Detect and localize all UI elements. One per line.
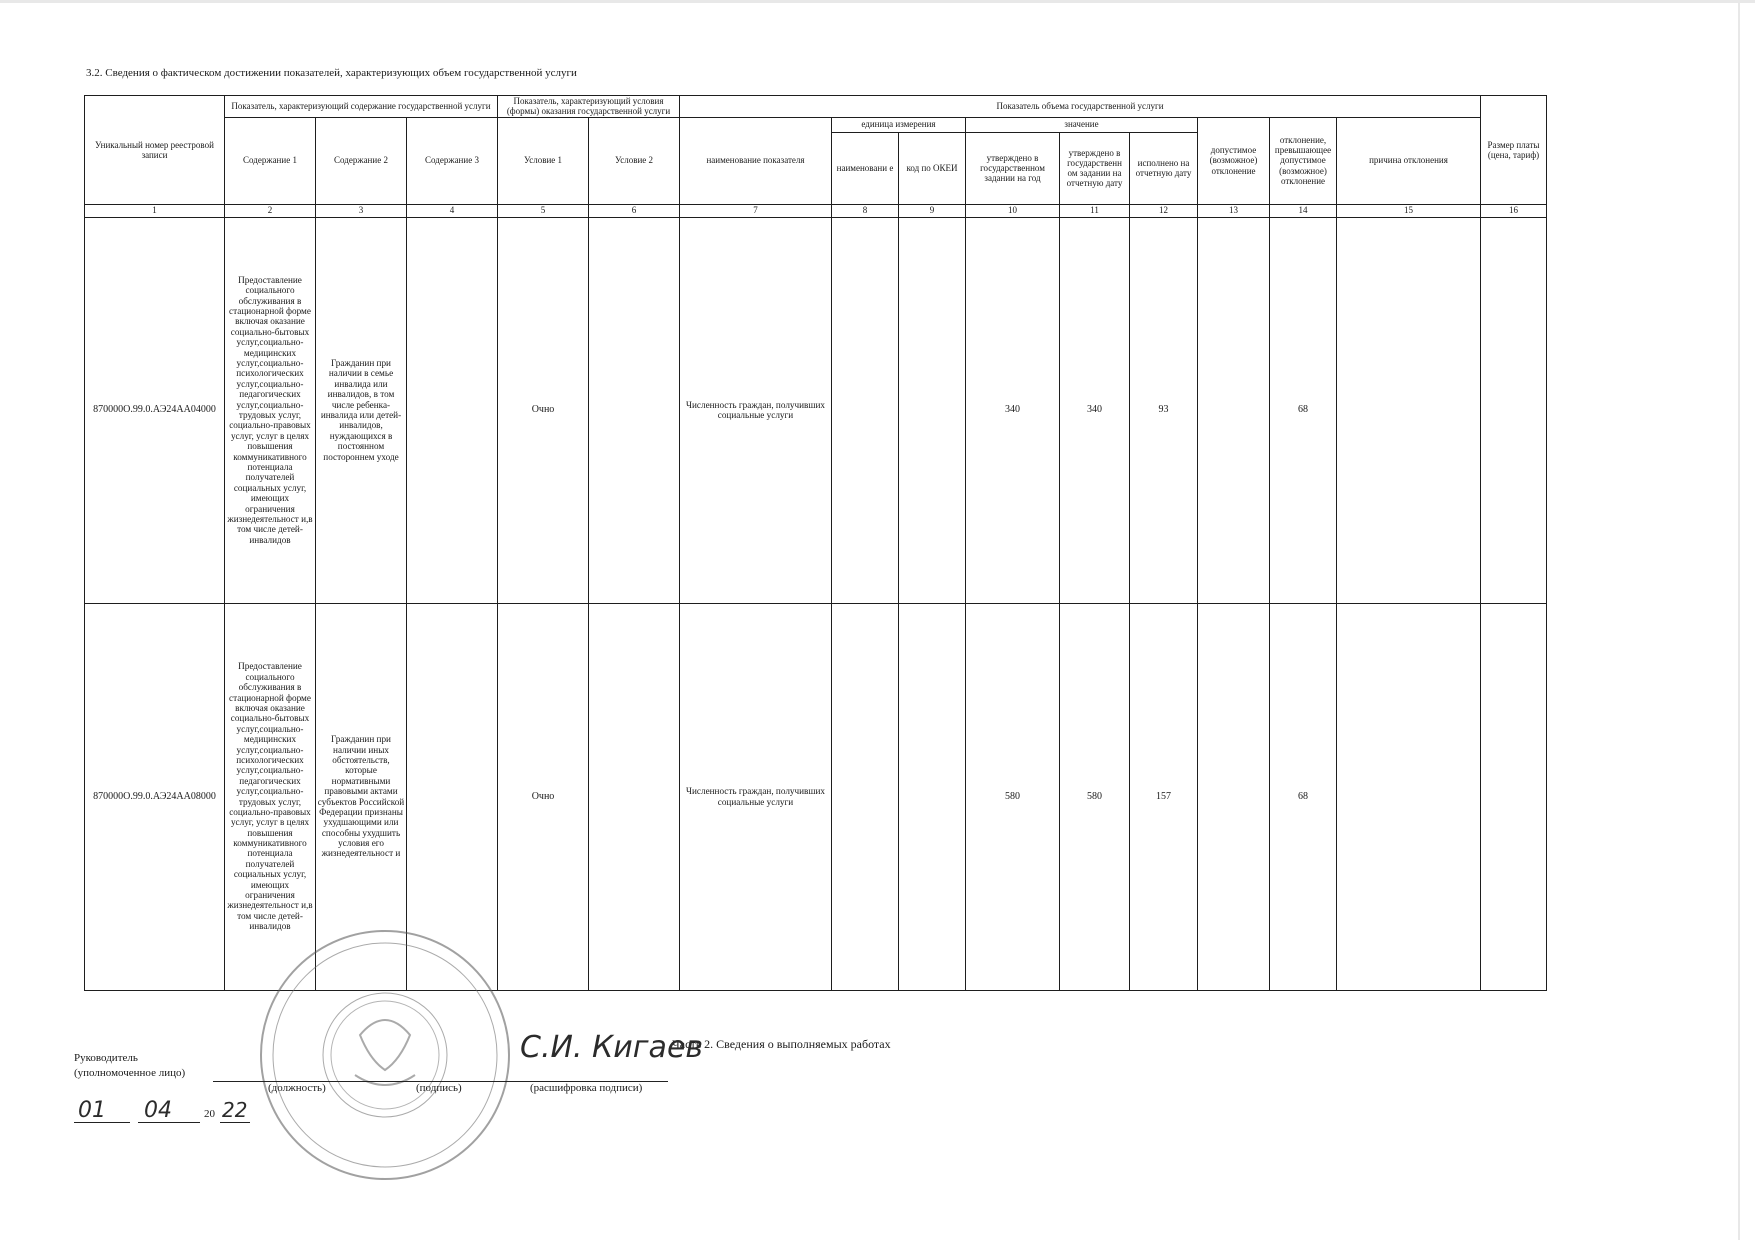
signature-label: (подпись) bbox=[416, 1082, 462, 1094]
header-content-3: Содержание 3 bbox=[407, 117, 498, 204]
content-1-cell: Предоставление социального обслуживания в стационарной форме включая оказание социально-бытовых услуг,социально-медицинских услуг,социально-психологических услуг,социально-педагогических услуг,социально-трудовых услуг, социально-правовых услуг, услуг в целях повышения коммуникативного потенциала получателей социальных услуг, имеющих ограничения жизнедеятельност и,в том числе детей-инвалидов bbox=[225, 217, 316, 603]
allowed-deviation-cell bbox=[1198, 603, 1270, 990]
header-reason: причина отклонения bbox=[1337, 117, 1481, 204]
signature-date bbox=[74, 1098, 264, 1124]
header-condition-2: Условие 2 bbox=[589, 117, 680, 204]
condition-1-cell: Очно bbox=[498, 603, 589, 990]
handwritten-signature-name: С.И. Кигаев bbox=[520, 1030, 704, 1065]
column-number-row bbox=[85, 204, 1547, 217]
approved-date-cell: 340 bbox=[1060, 217, 1130, 603]
header-volume-group: Показатель объема государственной услуги bbox=[680, 96, 1481, 118]
date-year-line bbox=[220, 1122, 250, 1123]
scan-artifact-top bbox=[0, 0, 1755, 3]
date-month-line bbox=[138, 1122, 200, 1123]
col-num: 3 bbox=[316, 204, 407, 217]
col-num: 9 bbox=[899, 204, 966, 217]
part-2-title: Часть 2. Сведения о выполняемых работах bbox=[672, 1037, 891, 1051]
col-num: 6 bbox=[589, 204, 680, 217]
okei-cell bbox=[899, 217, 966, 603]
reason-cell bbox=[1337, 217, 1481, 603]
header-conditions-group: Показатель, характеризующий условия (формы) оказания государственной услуги bbox=[498, 96, 680, 118]
okei-cell bbox=[899, 603, 966, 990]
authorized-person-label: (уполномоченное лицо) bbox=[74, 1067, 186, 1079]
date-month: 04 bbox=[144, 1098, 172, 1123]
volume-indicators-table bbox=[84, 95, 1547, 991]
header-unit-group: единица измерения bbox=[832, 117, 966, 132]
header-approved-date: утверждено в государственн ом задании на отчетную дату bbox=[1060, 132, 1130, 204]
col-num: 7 bbox=[680, 204, 832, 217]
header-unit-name: наименовани е bbox=[832, 132, 899, 204]
col-num: 1 bbox=[85, 204, 225, 217]
reason-cell bbox=[1337, 603, 1481, 990]
fee-cell bbox=[1481, 603, 1547, 990]
header-content-group: Показатель, характеризующий содержание государственной услуги bbox=[225, 96, 498, 118]
content-3-cell bbox=[407, 217, 498, 603]
condition-2-cell bbox=[589, 603, 680, 990]
header-value-group: значение bbox=[966, 117, 1198, 132]
position-label: (должность) bbox=[268, 1082, 326, 1094]
unit-name-cell bbox=[832, 217, 899, 603]
header-done-date: исполнено на отчетную дату bbox=[1130, 132, 1198, 204]
col-num: 11 bbox=[1060, 204, 1130, 217]
col-num: 10 bbox=[966, 204, 1060, 217]
head-label: Руководитель bbox=[74, 1052, 138, 1064]
col-num: 16 bbox=[1481, 204, 1547, 217]
date-day-line bbox=[74, 1122, 130, 1123]
table-row bbox=[85, 217, 1547, 603]
content-2-cell: Гражданин при наличии иных обстоятельств, которые нормативными правовыми актами субъектов Российской Федерации признаны ухудшающими или способны ухудшить условия его жизнедеятельност и bbox=[316, 603, 407, 990]
official-seal-stamp bbox=[255, 925, 515, 1185]
section-title: 3.2. Сведения о фактическом достижении показателей, характеризующих объем государственной услуги bbox=[86, 67, 577, 79]
header-indicator-name: наименование показателя bbox=[680, 117, 832, 204]
done-date-cell: 157 bbox=[1130, 603, 1198, 990]
header-content-2: Содержание 2 bbox=[316, 117, 407, 204]
header-condition-1: Условие 1 bbox=[498, 117, 589, 204]
content-1-cell: Предоставление социального обслуживания в стационарной форме включая оказание социально-бытовых услуг,социально-медицинских услуг,социально-психологических услуг,социально-педагогических услуг,социально-трудовых услуг, социально-правовых услуг, услуг в целях повышения коммуникативного потенциала получателей социальных услуг, имеющих ограничения жизнедеятельност и,в том числе детей-инвалидов bbox=[225, 603, 316, 990]
condition-1-cell: Очно bbox=[498, 217, 589, 603]
header-exceed-deviation: отклонение, превышающее допустимое (возможное) отклонение bbox=[1270, 117, 1337, 204]
fee-cell bbox=[1481, 217, 1547, 603]
col-num: 13 bbox=[1198, 204, 1270, 217]
approved-date-cell: 580 bbox=[1060, 603, 1130, 990]
header-content-1: Содержание 1 bbox=[225, 117, 316, 204]
header-fee: Размер платы (цена, тариф) bbox=[1481, 96, 1547, 205]
unit-name-cell bbox=[832, 603, 899, 990]
indicator-name-cell: Численность граждан, получивших социальные услуги bbox=[680, 217, 832, 603]
content-2-cell: Гражданин при наличии в семье инвалида или инвалидов, в том числе ребенка-инвалида или детей-инвалидов, нуждающихся в постоянном постороннем уходе bbox=[316, 217, 407, 603]
date-year-suffix: 22 bbox=[222, 1098, 248, 1122]
header-approved-year: утверждено в государственном задании на год bbox=[966, 132, 1060, 204]
col-num: 15 bbox=[1337, 204, 1481, 217]
signature-decryption-label: (расшифровка подписи) bbox=[530, 1082, 643, 1094]
approved-year-cell: 580 bbox=[966, 603, 1060, 990]
date-day: 01 bbox=[78, 1098, 106, 1123]
scan-artifact-right bbox=[1738, 0, 1740, 1240]
col-num: 12 bbox=[1130, 204, 1198, 217]
done-date-cell: 93 bbox=[1130, 217, 1198, 603]
header-okei: код по ОКЕИ bbox=[899, 132, 966, 204]
header-allowed-deviation: допустимое (возможное) отклонение bbox=[1198, 117, 1270, 204]
header-unique-number: Уникальный номер реестровой записи bbox=[85, 96, 225, 205]
col-num: 2 bbox=[225, 204, 316, 217]
col-num: 5 bbox=[498, 204, 589, 217]
date-year-prefix: 20 bbox=[204, 1108, 215, 1120]
condition-2-cell bbox=[589, 217, 680, 603]
registry-number: 870000О.99.0.АЭ24АА04000 bbox=[85, 217, 225, 603]
indicator-name-cell: Численность граждан, получивших социальные услуги bbox=[680, 603, 832, 990]
col-num: 4 bbox=[407, 204, 498, 217]
exceed-deviation-cell: 68 bbox=[1270, 217, 1337, 603]
approved-year-cell: 340 bbox=[966, 217, 1060, 603]
allowed-deviation-cell bbox=[1198, 217, 1270, 603]
col-num: 14 bbox=[1270, 204, 1337, 217]
registry-number: 870000О.99.0.АЭ24АА08000 bbox=[85, 603, 225, 990]
col-num: 8 bbox=[832, 204, 899, 217]
exceed-deviation-cell: 68 bbox=[1270, 603, 1337, 990]
